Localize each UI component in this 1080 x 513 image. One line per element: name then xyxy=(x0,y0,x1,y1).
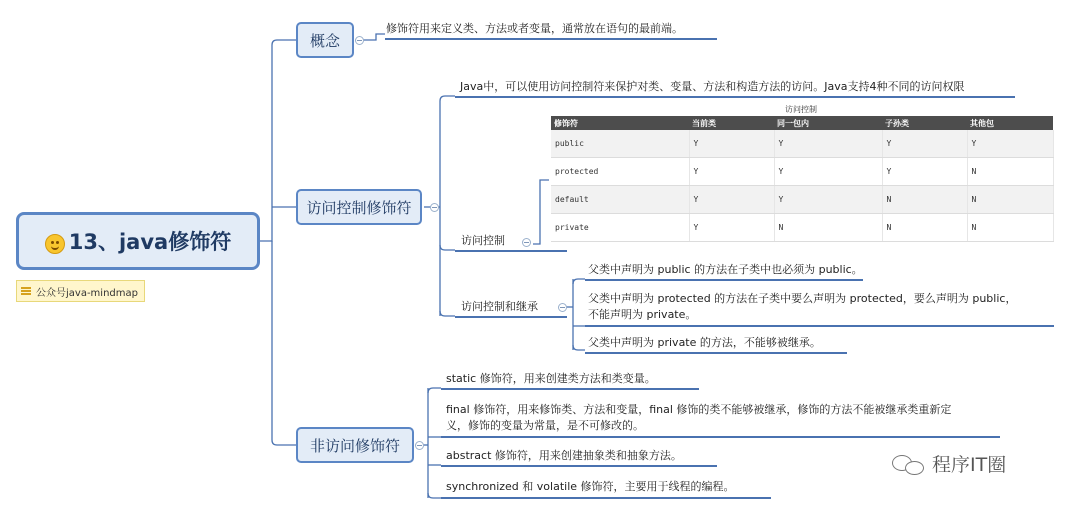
source-tag xyxy=(16,280,145,302)
nonaccess-item-4: synchronized 和 volatile 修饰符，主要用于线程的编程。 xyxy=(446,480,735,493)
table-header: 同一包内 xyxy=(774,116,882,130)
smiley-icon xyxy=(45,234,65,254)
inherit-item-2-cont: 不能声明为 private。 xyxy=(588,308,697,321)
inherit-underline xyxy=(455,316,567,318)
inherit-item-3: 父类中声明为 private 的方法，不能够被继承。 xyxy=(588,336,821,349)
nonaccess-item-1: static 修饰符，用来创建类方法和类变量。 xyxy=(446,372,656,385)
nonaccess-item-2: final 修饰符，用来修饰类、方法和变量，final 修饰的类不能够被继承，修饰的方法不能被继承类重新定 xyxy=(446,403,952,416)
table-cell: Y xyxy=(689,214,774,242)
nonaccess-item-2-cont: 义，修饰的变量为常量，是不可修改的。 xyxy=(446,419,644,432)
table-cell: N xyxy=(967,214,1053,242)
source-tag-label: 公众号java-mindmap xyxy=(36,287,138,299)
concept-underline xyxy=(385,38,717,40)
table-cell: Y xyxy=(689,186,774,214)
access-control-underline xyxy=(455,250,567,252)
access-intro-underline xyxy=(455,96,1015,98)
table-cell: N xyxy=(882,186,967,214)
table-cell: public xyxy=(551,130,689,158)
table-row xyxy=(551,214,1053,242)
branch-concept[interactable] xyxy=(296,22,354,58)
access-table xyxy=(551,116,1054,242)
table-header: 子孙类 xyxy=(882,116,967,130)
table-cell: default xyxy=(551,186,689,214)
table-row xyxy=(551,186,1053,214)
inherit-item-2-underline xyxy=(585,325,1054,327)
table-cell: protected xyxy=(551,158,689,186)
nonaccess-item-3-underline xyxy=(441,465,717,467)
table-cell: Y xyxy=(689,130,774,158)
collapse-nonaccess-icon[interactable] xyxy=(415,441,424,450)
inherit-item-1-underline xyxy=(585,279,863,281)
inherit-item-3-underline xyxy=(585,352,847,354)
table-cell: N xyxy=(774,214,882,242)
table-row xyxy=(551,130,1053,158)
access-control-label: 访问控制 xyxy=(461,234,505,247)
note-icon xyxy=(21,287,31,296)
table-cell: private xyxy=(551,214,689,242)
table-header-row xyxy=(551,116,1053,130)
collapse-inherit-icon[interactable] xyxy=(558,303,567,312)
table-cell: Y xyxy=(882,130,967,158)
wechat-icon xyxy=(892,453,926,475)
table-caption: 访问控制 xyxy=(785,105,817,114)
concept-text: 修饰符用来定义类、方法或者变量，通常放在语句的最前端。 xyxy=(386,22,683,35)
table-row xyxy=(551,158,1053,186)
table-cell: Y xyxy=(774,130,882,158)
table-header: 修饰符 xyxy=(551,116,689,130)
table-cell: Y xyxy=(882,158,967,186)
nonaccess-item-1-underline xyxy=(441,388,699,390)
collapse-access-control-icon[interactable] xyxy=(522,238,531,247)
table-cell: Y xyxy=(774,186,882,214)
nonaccess-item-4-underline xyxy=(441,497,771,499)
table-cell: Y xyxy=(774,158,882,186)
nonaccess-item-3: abstract 修饰符，用来创建抽象类和抽象方法。 xyxy=(446,449,682,462)
access-intro-text: Java中，可以使用访问控制符来保护对类、变量、方法和构造方法的访问。Java支持4种不同的访问权限 xyxy=(460,80,965,93)
table-cell: N xyxy=(967,186,1053,214)
table-cell: N xyxy=(967,158,1053,186)
branch-access-label: 访问控制修饰符 xyxy=(306,198,412,217)
branch-nonaccess[interactable] xyxy=(296,427,414,463)
branch-nonaccess-label: 非访问修饰符 xyxy=(309,436,400,455)
inherit-label: 访问控制和继承 xyxy=(461,300,538,313)
inherit-item-1: 父类中声明为 public 的方法在子类中也必须为 public。 xyxy=(588,263,863,276)
root-title: 13、java修饰符 xyxy=(68,230,232,254)
table-cell: Y xyxy=(967,130,1053,158)
watermark-text: 程序IT圈 xyxy=(932,454,1007,476)
collapse-concept-icon[interactable] xyxy=(355,36,364,45)
branch-access[interactable] xyxy=(296,189,422,225)
root-node[interactable] xyxy=(16,212,260,270)
watermark xyxy=(892,450,1006,477)
nonaccess-item-2-underline xyxy=(441,436,1000,438)
table-cell: Y xyxy=(689,158,774,186)
branch-concept-label: 概念 xyxy=(309,31,340,50)
table-cell: N xyxy=(882,214,967,242)
table-header: 其他包 xyxy=(967,116,1053,130)
table-header: 当前类 xyxy=(689,116,774,130)
inherit-item-2: 父类中声明为 protected 的方法在子类中要么声明为 protected，要么声明为 public， xyxy=(588,292,1017,305)
collapse-access-icon[interactable] xyxy=(430,203,439,212)
